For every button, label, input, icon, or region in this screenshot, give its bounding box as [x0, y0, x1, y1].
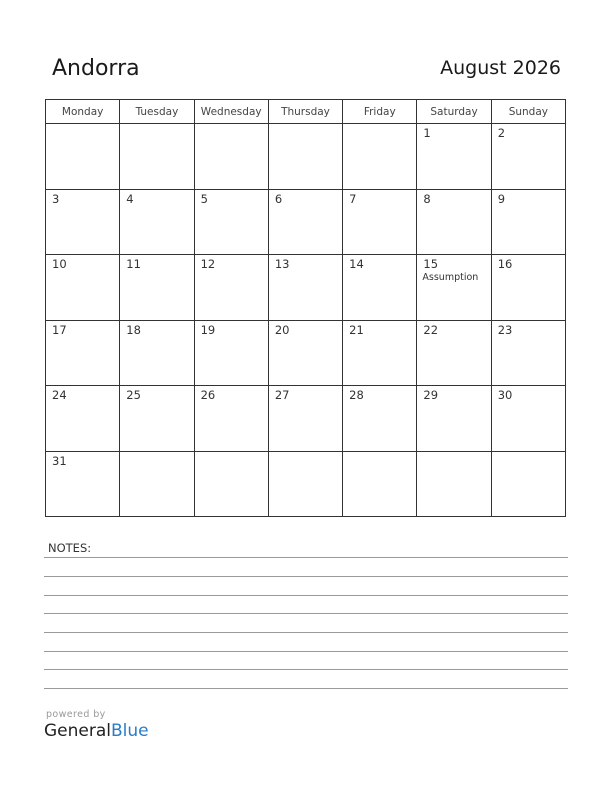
day-number: 10 — [52, 257, 67, 271]
day-number — [195, 124, 268, 126]
day-number — [343, 452, 416, 454]
calendar-day-cell — [343, 451, 417, 517]
calendar-day-cell — [46, 451, 120, 517]
day-number: 27 — [274, 388, 290, 402]
calendar-day-cell — [46, 320, 120, 386]
weekday-header: Thursday — [268, 100, 342, 124]
day-number: 11 — [126, 257, 141, 271]
calendar-day-cell — [46, 124, 120, 190]
day-number: 3 — [52, 191, 60, 206]
calendar-week-row — [46, 189, 566, 255]
brand-name-general: General — [44, 721, 111, 741]
calendar-day-cell — [194, 451, 268, 517]
weekday-header: Friday — [343, 100, 417, 124]
calendar-day-cell — [268, 189, 342, 255]
day-number: 6 — [274, 191, 283, 206]
calendar-day-cell — [491, 386, 565, 452]
day-number — [120, 452, 193, 454]
note-line — [44, 576, 568, 577]
note-line — [44, 688, 568, 689]
calendar-day-cell — [120, 451, 194, 517]
calendar-body — [46, 124, 566, 517]
note-line — [44, 613, 568, 614]
note-line — [44, 632, 568, 633]
day-number: 20 — [274, 322, 290, 337]
weekday-header: Saturday — [417, 100, 491, 124]
day-number: 26 — [200, 388, 216, 402]
brand-logo[interactable] — [44, 721, 149, 741]
day-number — [46, 124, 119, 126]
day-number: 28 — [349, 388, 364, 402]
note-line — [44, 595, 568, 596]
note-line — [44, 651, 568, 652]
brand-name-blue: Blue — [111, 721, 149, 741]
day-number: 30 — [497, 388, 513, 402]
day-number: 21 — [349, 322, 364, 337]
calendar-day-cell — [343, 320, 417, 386]
day-number: 4 — [126, 191, 134, 206]
calendar-day-cell — [491, 189, 565, 255]
weekday-header: Monday — [46, 100, 120, 124]
note-line — [44, 669, 568, 670]
day-number — [195, 452, 268, 454]
day-number: 25 — [126, 388, 141, 402]
calendar-day-cell — [343, 189, 417, 255]
calendar-day-cell — [120, 189, 194, 255]
calendar-week-row — [46, 255, 566, 321]
calendar-week-row — [46, 451, 566, 517]
calendar-day-cell — [268, 320, 342, 386]
holiday-label: Assumption — [422, 272, 479, 283]
calendar-day-cell — [417, 124, 491, 190]
calendar-day-cell — [417, 189, 491, 255]
day-number: 31 — [52, 453, 67, 468]
day-number: 19 — [200, 322, 216, 337]
day-number: 7 — [349, 191, 357, 206]
note-line — [44, 557, 568, 558]
country-title: Andorra — [52, 56, 140, 81]
weekday-header: Tuesday — [120, 100, 194, 124]
calendar-day-cell — [194, 320, 268, 386]
day-number — [269, 124, 342, 126]
calendar-day-cell — [268, 451, 342, 517]
calendar-week-row — [46, 124, 566, 190]
calendar-day-cell — [417, 255, 491, 321]
calendar-day-cell — [417, 386, 491, 452]
calendar-week-row — [46, 386, 566, 452]
calendar-day-cell — [491, 451, 565, 517]
day-number: 16 — [497, 257, 513, 271]
day-number: 23 — [497, 322, 513, 337]
day-number: 5 — [200, 191, 208, 206]
calendar-day-cell — [343, 255, 417, 321]
day-number: 12 — [200, 257, 216, 271]
day-number: 13 — [274, 257, 290, 271]
day-number: 15 — [423, 257, 439, 271]
powered-by-text: powered by — [46, 709, 106, 720]
calendar-day-cell — [46, 189, 120, 255]
day-number — [417, 452, 490, 454]
weekday-header-row — [46, 100, 566, 124]
calendar-day-cell — [120, 386, 194, 452]
day-number: 18 — [126, 322, 141, 337]
calendar-day-cell — [120, 320, 194, 386]
calendar-day-cell — [120, 255, 194, 321]
calendar-day-cell — [491, 124, 565, 190]
day-number — [492, 452, 565, 454]
day-number: 2 — [497, 126, 506, 140]
calendar-day-cell — [268, 255, 342, 321]
day-number: 1 — [423, 126, 431, 140]
calendar-day-cell — [46, 255, 120, 321]
day-number: 29 — [423, 388, 439, 402]
calendar-day-cell — [194, 255, 268, 321]
calendar-day-cell — [120, 124, 194, 190]
calendar-day-cell — [491, 255, 565, 321]
day-number — [269, 452, 342, 454]
calendar-day-cell — [343, 124, 417, 190]
calendar-day-cell — [491, 320, 565, 386]
day-number: 17 — [52, 322, 67, 337]
day-number — [120, 124, 193, 126]
day-number: 8 — [423, 191, 431, 206]
calendar-day-cell — [46, 386, 120, 452]
day-number: 22 — [423, 322, 439, 337]
calendar-day-cell — [343, 386, 417, 452]
calendar-day-cell — [194, 124, 268, 190]
day-number — [343, 124, 416, 126]
notes-label: NOTES: — [48, 541, 92, 555]
day-number: 9 — [497, 191, 506, 206]
weekday-header: Sunday — [491, 100, 565, 124]
day-number: 14 — [349, 257, 364, 271]
calendar-week-row — [46, 320, 566, 386]
month-year-title: August 2026 — [440, 57, 561, 79]
calendar-grid — [45, 99, 566, 517]
calendar-day-cell — [417, 320, 491, 386]
calendar-day-cell — [268, 386, 342, 452]
calendar-day-cell — [268, 124, 342, 190]
day-number: 24 — [52, 388, 67, 402]
weekday-header: Wednesday — [194, 100, 268, 124]
calendar-day-cell — [194, 386, 268, 452]
calendar-day-cell — [417, 451, 491, 517]
calendar-day-cell — [194, 189, 268, 255]
